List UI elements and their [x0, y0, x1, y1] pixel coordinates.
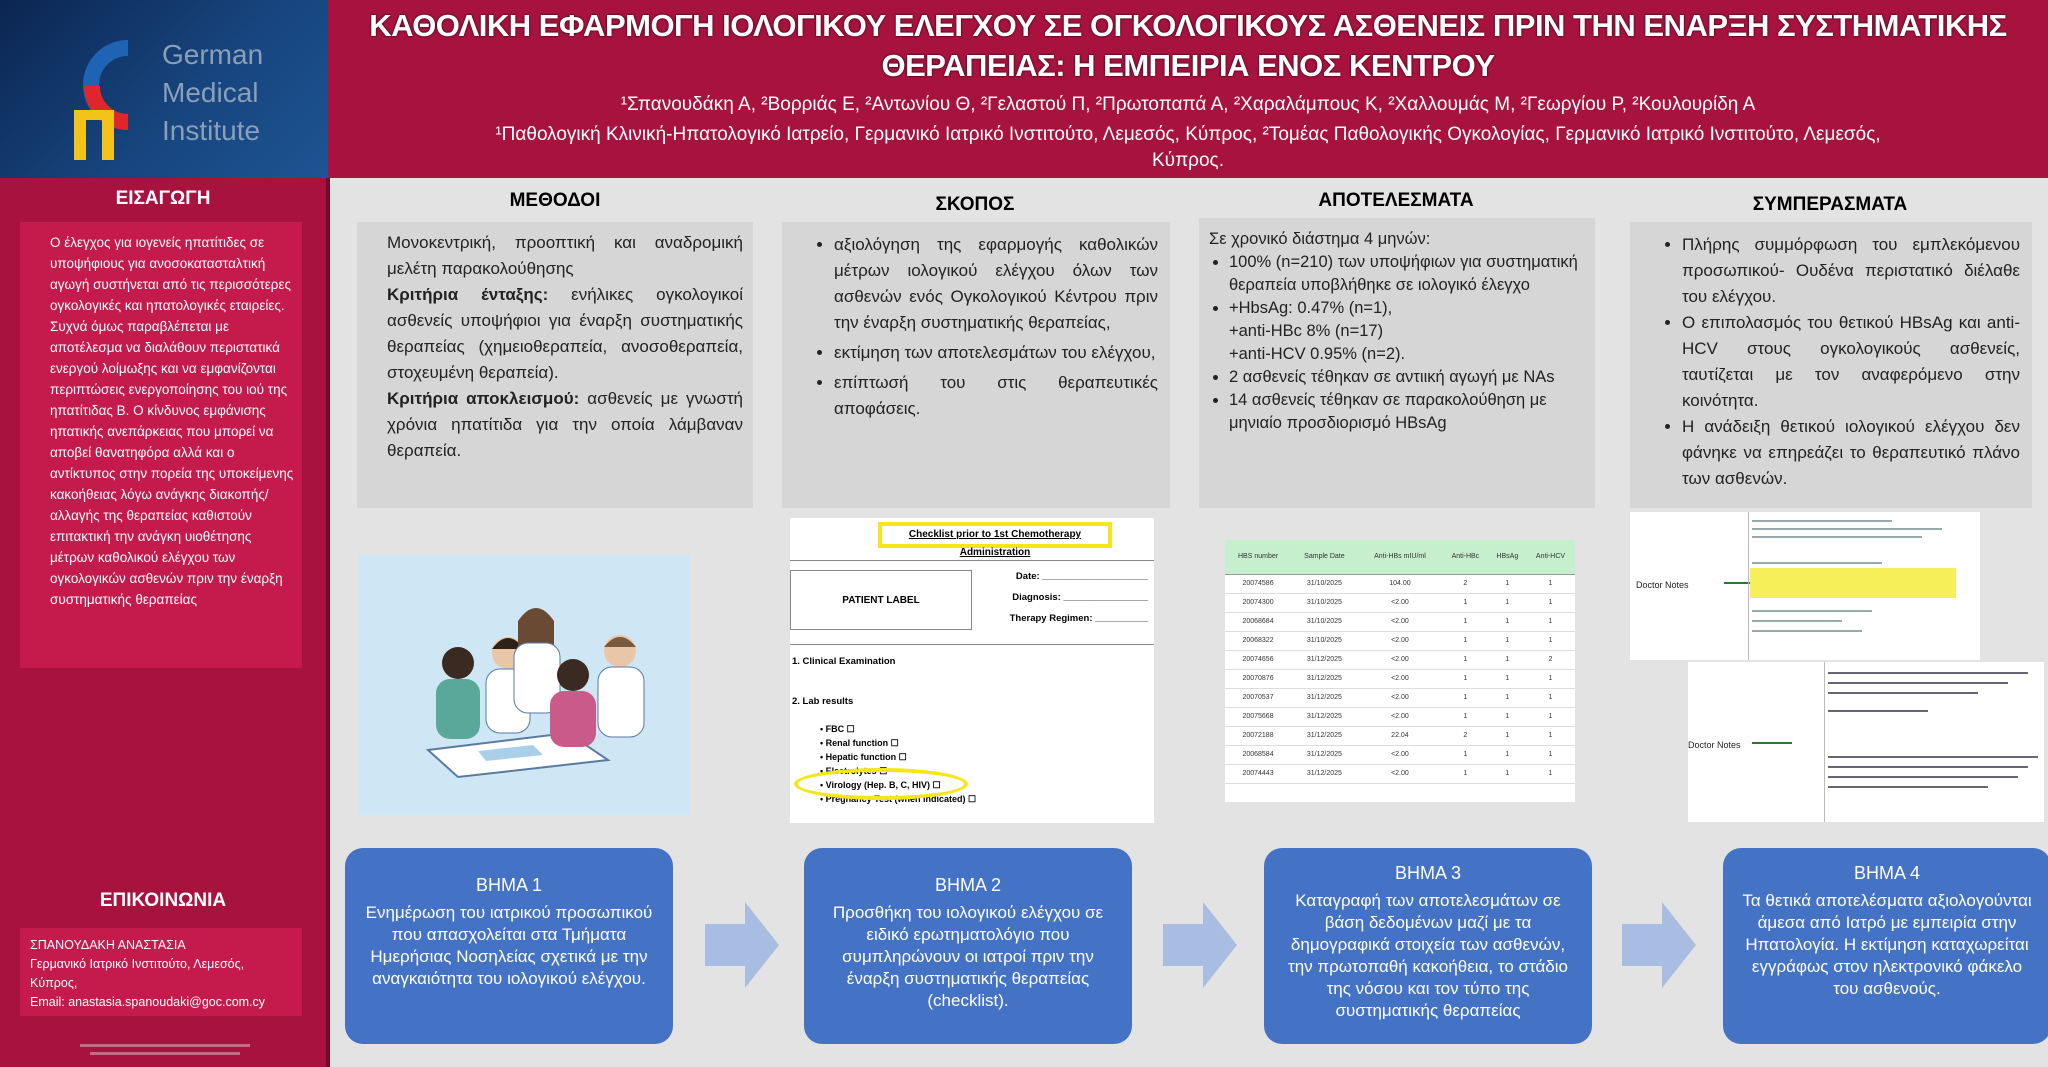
conclusions-list	[1660, 232, 2020, 492]
lab-item-label: Hepatic function	[825, 752, 897, 762]
table-row	[1225, 574, 1575, 593]
inclusion-label: Κριτήρια ένταξης:	[387, 285, 549, 304]
table-cell: <2.00	[1358, 707, 1442, 726]
step-3-card	[1264, 848, 1592, 1044]
lab-results-label: 2. Lab results	[792, 696, 854, 707]
table-cell: 104.00	[1358, 574, 1442, 593]
step-text: Καταγραφή των αποτελεσμάτων σε βάση δεδομένων μαζί με τα δημογραφικά στοιχεία των ασθενών, την πρωτοπαθή κακοήθεια, το στάδιο της νόσου και τον τύπο της συστηματικής θεραπείας	[1287, 891, 1568, 1020]
table-cell: 20074586	[1225, 574, 1291, 593]
table-cell: 1	[1442, 631, 1489, 650]
result-item: • 2 ασθενείς τέθηκαν σε αντιική αγωγή με NAs	[1229, 366, 1585, 389]
col-header: Sample Date	[1291, 540, 1358, 574]
text-line	[1752, 610, 1872, 612]
table-cell: 1	[1489, 726, 1526, 745]
methods-inclusion	[387, 282, 743, 386]
checklist-fields	[994, 566, 1148, 629]
text-line	[1752, 562, 1882, 564]
table-row	[1225, 669, 1575, 688]
lab-item: • Renal function ☐	[820, 738, 899, 748]
table-cell: 22.04	[1358, 726, 1442, 745]
table-row	[1225, 745, 1575, 764]
methods-design: Μονοκεντρική, προοπτική και αναδρομική μελέτη παρακολούθησης	[387, 233, 743, 278]
table-cell: 20070537	[1225, 688, 1291, 707]
footer-fine-print	[90, 1052, 240, 1055]
aim-heading: ΣΚΟΠΟΣ	[935, 194, 1015, 215]
text-line	[1752, 536, 1922, 538]
table-cell: 1	[1489, 707, 1526, 726]
table-cell: <2.00	[1358, 612, 1442, 631]
text-line	[1828, 682, 2008, 684]
text-line	[1828, 710, 1928, 712]
notes-label: Doctor Notes	[1636, 580, 1689, 590]
exclusion-text: ασθενείς με γνωστή χρόνια ηπατίτιδα για την οποία λάμβαναν θεραπεία.	[387, 389, 743, 460]
arrow-right-icon	[1622, 902, 1696, 988]
clinical-exam-label: 1. Clinical Examination	[792, 656, 896, 667]
footer-fine-print	[80, 1044, 250, 1047]
results-box	[1199, 218, 1595, 508]
date-field: Date: ____________________	[1015, 571, 1148, 582]
table-cell: 1	[1526, 764, 1575, 783]
step-text: Προσθήκη του ιολογικού ελέγχου σε ειδικό ερωτηματολόγιο που συμπληρώνουν οι ιατροί πριν την έναρξη συστηματικής θεραπείας (checklist).	[832, 903, 1104, 1010]
text-line	[1828, 776, 2018, 778]
methods-box	[357, 222, 753, 508]
results-table-image	[1225, 540, 1575, 802]
text-line	[1752, 620, 1842, 622]
table-cell: 31/12/2025	[1291, 650, 1358, 669]
conclusions-box	[1630, 222, 2032, 508]
col-header: HBS number	[1225, 540, 1291, 574]
table-cell: <2.00	[1358, 593, 1442, 612]
date-label: Date:	[1015, 571, 1040, 582]
text-line	[1752, 520, 1892, 522]
highlight-ellipse	[794, 768, 968, 800]
table-cell: 1	[1526, 631, 1575, 650]
table-cell: 1	[1526, 593, 1575, 612]
diagnosis-label: Diagnosis:	[1012, 592, 1061, 603]
table-cell: 20072188	[1225, 726, 1291, 745]
methods-heading: ΜΕΘΟΔΟΙ	[509, 190, 601, 211]
table-cell: 20070876	[1225, 669, 1291, 688]
lab-item-label: Pregnancy Test (when indicated)	[825, 794, 966, 804]
contact-org: Κύπρος,	[30, 976, 78, 990]
table-cell: 31/10/2025	[1291, 593, 1358, 612]
text-line	[1828, 786, 1988, 788]
table-row	[1225, 726, 1575, 745]
aim-list	[812, 232, 1158, 422]
logo-text	[162, 36, 263, 150]
divider	[790, 644, 1154, 645]
text-line	[1828, 692, 1978, 694]
table-cell: 20074300	[1225, 593, 1291, 612]
table-cell: 1	[1526, 688, 1575, 707]
contact-name: ΣΠΑΝΟΥΔΑΚΗ ΑΝΑΣΤΑΣΙΑ	[30, 938, 186, 952]
table-cell: 1	[1489, 612, 1526, 631]
step-text: Ενημέρωση του ιατρικού προσωπικού που απασχολείται στα Τμήματα Ημερήσιας Νοσηλείας σχετικά με την αναγκαιότητα του ιολογικού ελέγχου.	[365, 903, 653, 988]
regimen-field: Therapy Regimen: __________	[1009, 613, 1148, 624]
affiliations: Κύπρος.	[1152, 150, 1224, 171]
table-cell: 20068684	[1225, 612, 1291, 631]
table-cell: 31/10/2025	[1291, 574, 1358, 593]
table-cell: 1	[1442, 688, 1489, 707]
diagnosis-field: Diagnosis: ________________	[1012, 592, 1148, 603]
table-cell: 31/12/2025	[1291, 707, 1358, 726]
table-cell: 1	[1442, 650, 1489, 669]
table-cell: 31/12/2025	[1291, 669, 1358, 688]
table-cell: <2.00	[1358, 764, 1442, 783]
table-cell: 1	[1489, 688, 1526, 707]
table-cell: <2.00	[1358, 650, 1442, 669]
conclusion-item: • Πλήρης συμμόρφωση του εμπλεκόμενου προσωπικού- Ουδένα περιστατικό διέλαθε του ελέγχου.	[1682, 232, 2020, 310]
aim-item: • εκτίμηση των αποτελεσμάτων του ελέγχου,	[834, 340, 1158, 366]
poster-title-line: ΘΕΡΑΠΕΙΑΣ: Η ΕΜΠΕΙΡΙΑ ΕΝΟΣ ΚΕΝΤΡΟΥ	[881, 48, 1495, 83]
table-cell: 1	[1489, 574, 1526, 593]
table-row	[1225, 764, 1575, 783]
table-row	[1225, 650, 1575, 669]
table-cell: 20068322	[1225, 631, 1291, 650]
table-row	[1225, 688, 1575, 707]
table-cell: <2.00	[1358, 669, 1442, 688]
lab-item-label: Virology (Hep. B, C, HIV)	[825, 780, 930, 790]
table-body	[1225, 574, 1575, 783]
logo-line: German	[162, 39, 264, 70]
lab-item: • Virology (Hep. B, C, HIV) ☐	[820, 780, 941, 790]
result-item: • 14 ασθενείς τέθηκαν σε παρακολούθηση με μηνιαίο προσδιορισμό HBsAg	[1229, 389, 1585, 435]
aim-item: • αξιολόγηση της εφαρμογής καθολικών μέτρων ιολογικού ελέγχου όλων των ασθενών ενός Ογκολογικού Κέντρου πριν την έναρξη συστηματικής θεραπείας,	[834, 232, 1158, 336]
team-illustration	[358, 555, 690, 815]
result-subitem: +anti-HCV 0.95% (n=2).	[1229, 345, 1406, 363]
table-cell: 20074656	[1225, 650, 1291, 669]
highlighted-note	[1750, 568, 1956, 598]
table-cell: 1	[1489, 669, 1526, 688]
exclusion-label: Κριτήρια αποκλεισμού:	[387, 389, 580, 408]
step-title: ΒΗΜΑ 3	[1394, 863, 1462, 883]
table-cell: 1	[1526, 669, 1575, 688]
results-list	[1209, 251, 1585, 320]
table-row	[1225, 612, 1575, 631]
step-title: ΒΗΜΑ 1	[475, 875, 543, 895]
conclusion-item: • Ο επιπολασμός του θετικού HBsAg και anti-HCV στους ογκολογικούς ασθενείς, ταυτίζεται με τον αναφερόμενο στην κοινότητα.	[1682, 310, 2020, 414]
results-heading: ΑΠΟΤΕΛΕΣΜΑΤΑ	[1318, 190, 1474, 211]
contact-heading: ΕΠΙΚΟΙΝΩΝΙΑ	[99, 890, 227, 911]
arrow-right-icon	[1163, 902, 1237, 988]
step-4-card	[1723, 848, 2048, 1044]
notes-label: Doctor Notes	[1688, 740, 1741, 750]
table-cell: 1	[1489, 650, 1526, 669]
logo-line: Institute	[162, 115, 261, 146]
contact-box	[20, 928, 302, 1016]
result-item: • 100% (n=210) των υποψήφιων για συστηματική θεραπεία υποβλήθηκε σε ιολογικό έλεγχο	[1229, 251, 1585, 297]
table-cell: 31/12/2025	[1291, 764, 1358, 783]
checklist-title: Checklist prior to 1st Chemotherapy Administration	[878, 522, 1112, 548]
text-line	[1828, 766, 2028, 768]
text-line	[1752, 528, 1942, 530]
poster-title-line: ΚΑΘΟΛΙΚΗ ΕΦΑΡΜΟΓΗ ΙΟΛΟΓΙΚΟΥ ΕΛΕΓΧΟΥ ΣΕ ΟΓΚΟΛΟΓΙΚΟΥΣ ΑΣΘΕΝΕΙΣ ΠΡΙΝ ΤΗΝ ΕΝΑΡΞΗ ΣΥΣΤΗΜΑΤΙΚΗΣ	[369, 8, 2007, 43]
table-cell: 1	[1489, 745, 1526, 764]
table-cell: 31/10/2025	[1291, 631, 1358, 650]
intro-text: Ο έλεγχος για ιογενείς ηπατίτιδες σε υποψήφιους για ανοσοκατασταλτική αγωγή συστήνεται από τις περισσότερες ογκολογικές και ηπατολογικές εταιρείες. Συχνά όμως παραβλέπεται με αποτέλεσμα να διαλάθουν περιστατικά ενεργού λοίμωξης και να εμφανίζονται περιπτώσεις ενεργοποίησης του ιού της ηπατίτιδας Β. Ο κίνδυνος εμφάνισης ηπατικής ανεπάρκειας που μπορεί να αποβεί θανατηφόρα αλλά και ο αντίκτυπος στην πορεία της υποκείμενης κακοήθειας λόγω ανάγκης διακοπής/ αλλαγής της θεραπείας καθιστούν επιτακτική την ανάγκη υιοθέτησης μέτρων καθολικού ελέγχου των ογκολογικών ασθενών πριν την έναρξη συστηματικής θεραπείας	[50, 235, 294, 607]
table-cell: 1	[1489, 631, 1526, 650]
regimen-label: Therapy Regimen:	[1009, 613, 1093, 624]
table-cell: 1	[1526, 574, 1575, 593]
lab-item: • Pregnancy Test (when indicated) ☐	[820, 794, 977, 804]
table-cell: 1	[1526, 745, 1575, 764]
aim-box	[782, 222, 1170, 508]
methods-exclusion	[387, 386, 743, 464]
divider	[1748, 512, 1749, 660]
table-cell: 1	[1442, 612, 1489, 631]
table-cell: 31/12/2025	[1291, 726, 1358, 745]
text-line	[1828, 756, 2038, 758]
table-cell: <2.00	[1358, 631, 1442, 650]
table-cell: 31/12/2025	[1291, 745, 1358, 764]
table-cell: 1	[1442, 707, 1489, 726]
table-cell: 20068584	[1225, 745, 1291, 764]
checklist-image	[790, 518, 1154, 823]
table-header-row	[1225, 540, 1575, 574]
lab-item: • Electrolytes ☐	[820, 766, 888, 776]
col-header: Anti-HBs mIU/ml	[1358, 540, 1442, 574]
col-header: Anti-HCV	[1526, 540, 1575, 574]
doctor-notes-image	[1630, 512, 1980, 660]
table-cell: <2.00	[1358, 745, 1442, 764]
aim-item: • επίπτωσή του στις θεραπευτικές αποφάσεις.	[834, 370, 1158, 422]
table-cell: 20074443	[1225, 764, 1291, 783]
table-cell: 2	[1442, 574, 1489, 593]
result-subitem: +anti-HBc 8% (n=17)	[1229, 322, 1384, 340]
result-item: • +HbsAg: 0.47% (n=1),	[1229, 297, 1585, 320]
table-cell: 1	[1526, 707, 1575, 726]
table-row	[1225, 593, 1575, 612]
lab-item: • Hepatic function ☐	[820, 752, 907, 762]
contact-org: Γερμανικό Ιατρικό Ινστιτούτο, Λεμεσός,	[30, 957, 245, 971]
table-cell: 2	[1442, 726, 1489, 745]
intro-heading: ΕΙΣΑΓΩΓΗ	[115, 188, 211, 209]
results-intro: Σε χρονικό διάστημα 4 μηνών:	[1209, 230, 1431, 248]
table-cell: 1	[1442, 745, 1489, 764]
results-table	[1225, 540, 1575, 784]
table-cell: 31/10/2025	[1291, 612, 1358, 631]
lab-item: • FBC ☐	[820, 724, 855, 734]
table-cell: 1	[1442, 593, 1489, 612]
step-title: ΒΗΜΑ 2	[934, 875, 1002, 895]
table-cell: 31/12/2025	[1291, 688, 1358, 707]
gmi-logo-icon	[44, 14, 144, 164]
col-header: HBsAg	[1489, 540, 1526, 574]
table-cell: 1	[1526, 726, 1575, 745]
arrow-right-icon	[705, 902, 779, 988]
lab-item-label: FBC	[825, 724, 845, 734]
authors: ¹Σπανουδάκη Α, ²Βορριάς Ε, ²Αντωνίου Θ, ²Γελαστού Π, ²Πρωτοπαπά Α, ²Χαραλάμπους Κ, ²Χαλλουμάς Μ, ²Γεωργίου Ρ, ²Κουλουρίδη Α	[620, 94, 1756, 115]
inclusion-text: ενήλικες ογκολογικοί ασθενείς υποψήφιοι για έναρξη συστηματικής θεραπείας (χημειοθεραπεία, ανοσοθεραπεία, στοχευμένη θεραπεία).	[387, 285, 743, 382]
lab-item-label: Electrolytes	[825, 766, 877, 776]
text-line	[1752, 630, 1862, 632]
table-cell: 1	[1442, 764, 1489, 783]
step-1-card	[345, 848, 673, 1044]
table-row	[1225, 707, 1575, 726]
table-cell: 1	[1489, 764, 1526, 783]
lab-item-label: Renal function	[825, 738, 889, 748]
step-2-card	[804, 848, 1132, 1044]
text-line	[1828, 672, 2028, 674]
table-cell: 2	[1526, 650, 1575, 669]
affiliations: ¹Παθολογική Κλινική-Ηπατολογικό Ιατρείο, Γερμανικό Ιατρικό Ινστιτούτο, Λεμεσός, Κύπρος, ²Τομέας Παθολογικής Ογκολογίας, Γερμανικό Ιατρικό Ινστιτούτο, Λεμεσός,	[495, 124, 1881, 145]
logo-panel	[0, 0, 328, 178]
col-header: Anti-HBc	[1442, 540, 1489, 574]
intro-box	[20, 222, 302, 668]
divider	[1824, 662, 1825, 822]
conclusion-item: • Η ανάδειξη θετικού ιολογικού ελέγχου δεν φάνηκε να επηρεάζει το θεραπευτικό πλάνο των ασθενών.	[1682, 414, 2020, 492]
poster-header	[328, 0, 2048, 178]
table-cell: 1	[1489, 593, 1526, 612]
divider	[790, 560, 1154, 561]
patient-label: PATIENT LABEL	[790, 570, 972, 630]
table-cell: 20075668	[1225, 707, 1291, 726]
doctors-team-icon	[358, 555, 690, 815]
conclusions-heading: ΣΥΜΠΕΡΑΣΜΑΤΑ	[1752, 194, 1908, 215]
notes-link	[1752, 742, 1792, 744]
step-text: Τα θετικά αποτελέσματα αξιολογούνται άμεσα από Ιατρό με εμπειρία στην Ηπατολογία. Η εκτίμηση καταχωρείται εγγράφως στον ηλεκτρονικό φάκελο του ασθενούς.	[1742, 891, 2032, 998]
table-cell: <2.00	[1358, 688, 1442, 707]
logo-line: Medical	[162, 77, 259, 108]
table-cell: 1	[1442, 669, 1489, 688]
results-list	[1209, 366, 1585, 435]
table-row	[1225, 631, 1575, 650]
doctor-notes-image-2	[1688, 662, 2044, 822]
table-cell: 1	[1526, 612, 1575, 631]
contact-email: Email: anastasia.spanoudaki@goc.com.cy	[30, 995, 266, 1009]
step-title: ΒΗΜΑ 4	[1853, 863, 1921, 883]
